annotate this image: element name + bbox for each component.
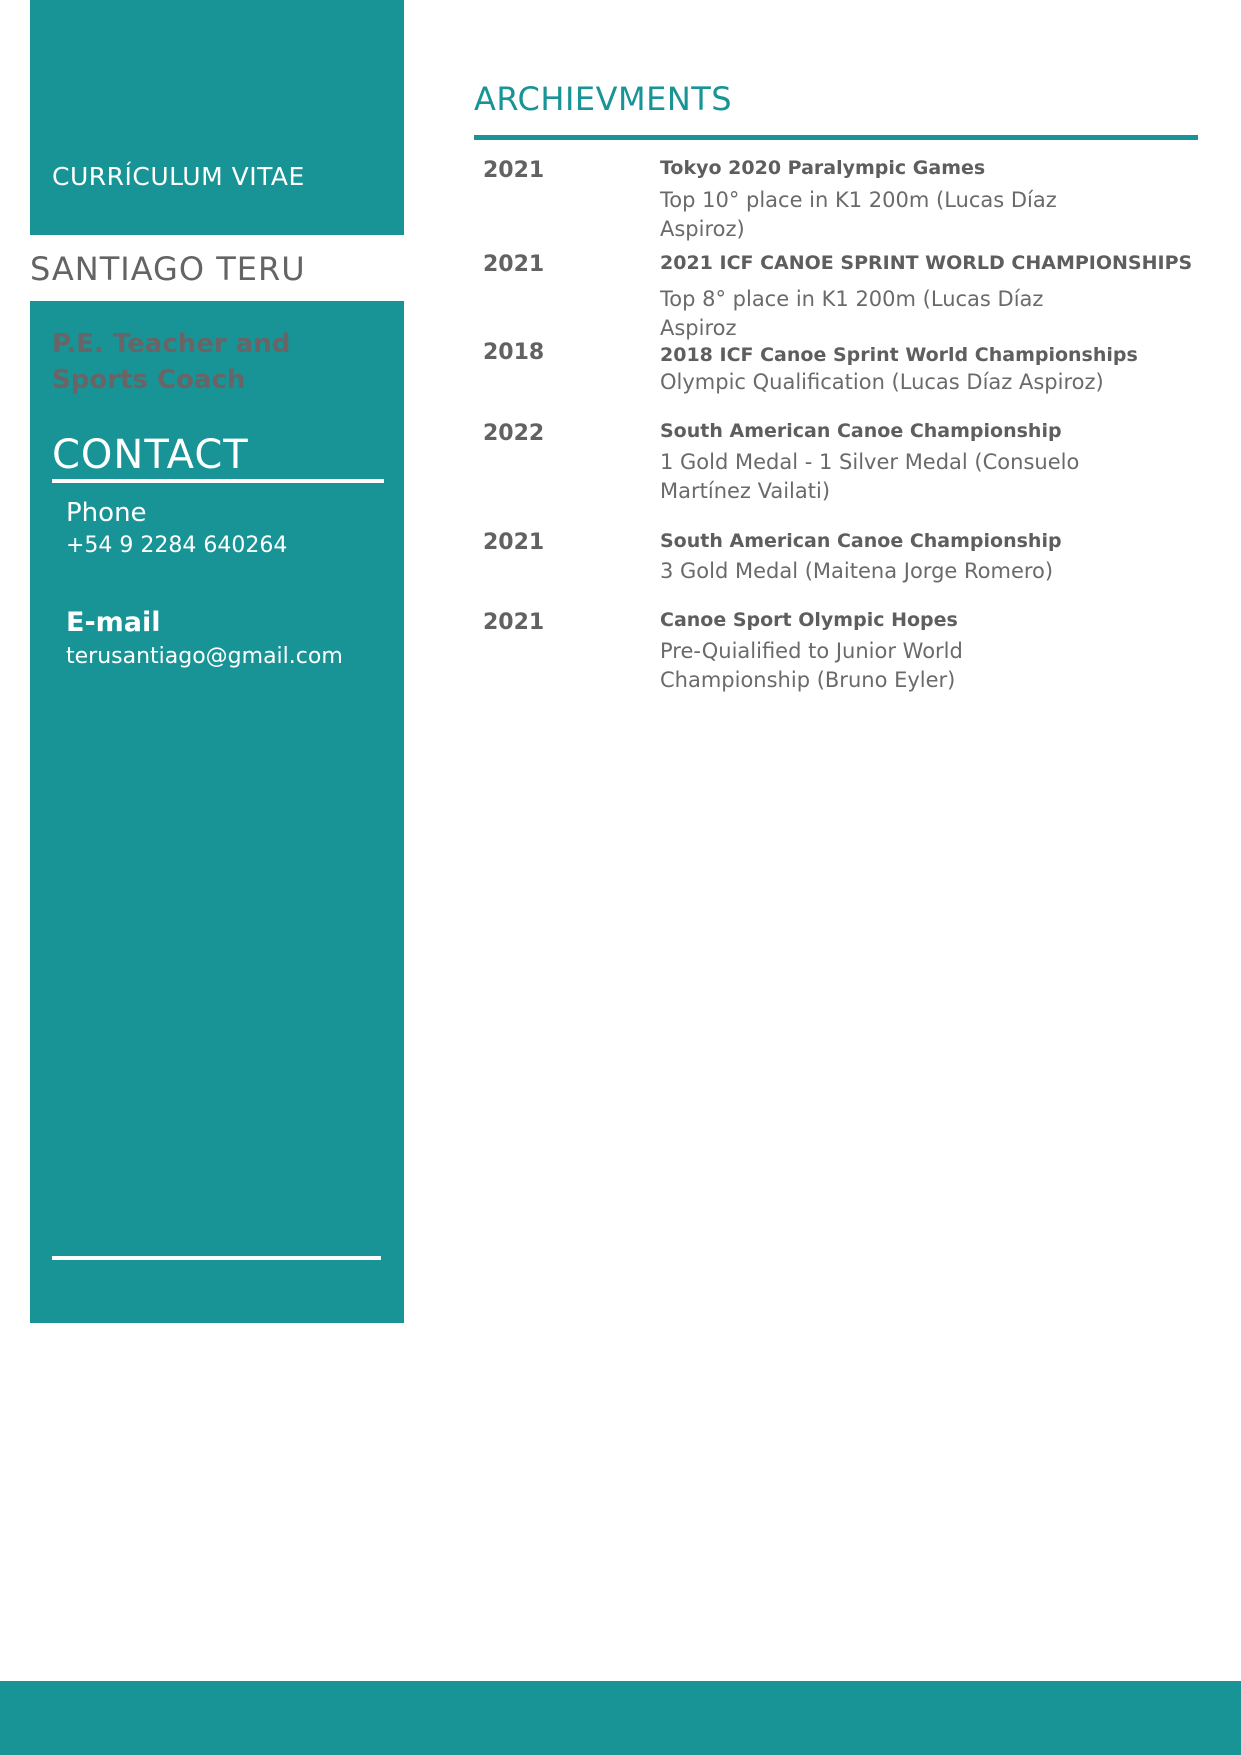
achievement-detail: Pre-Quialified to Junior World Championship (Bruno Eyler) xyxy=(660,639,963,692)
achievements-heading: ARCHIEVMENTS xyxy=(474,80,733,118)
email-label: E-mail xyxy=(66,607,161,638)
achievement-title: 2018 ICF Canoe Sprint World Championships xyxy=(660,344,1138,366)
sidebar-bottom-divider xyxy=(52,1256,381,1260)
cv-label: CURRÍCULUM VITAE xyxy=(52,162,305,191)
achievement-year: 2021 xyxy=(483,530,545,555)
footer-band xyxy=(0,1681,1241,1755)
phone-value: +54 9 2284 640264 xyxy=(66,533,288,558)
phone-label: Phone xyxy=(66,498,147,528)
contact-divider xyxy=(52,479,384,483)
achievement-year: 2018 xyxy=(483,340,545,365)
achievement-detail: 1 Gold Medal - 1 Silver Medal (Consuelo Martínez Vailati) xyxy=(660,450,1080,503)
achievement-detail: 3 Gold Medal (Maitena Jorge Romero) xyxy=(660,559,1054,583)
achievement-detail: Olympic Qualification (Lucas Díaz Aspiroz) xyxy=(660,370,1104,394)
achievement-title: Tokyo 2020 Paralympic Games xyxy=(660,157,986,179)
achievements-divider xyxy=(474,135,1198,140)
achievement-year: 2021 xyxy=(483,252,545,277)
achievement-year: 2021 xyxy=(483,158,545,183)
achievement-year: 2021 xyxy=(483,610,545,635)
contact-heading: CONTACT xyxy=(52,432,249,478)
achievement-title: 2021 ICF CANOE SPRINT WORLD CHAMPIONSHIPS xyxy=(660,252,1193,274)
email-value: terusantiago@gmail.com xyxy=(66,644,343,669)
achievement-title: Canoe Sport Olympic Hopes xyxy=(660,609,958,631)
achievement-title: South American Canoe Championship xyxy=(660,530,1062,552)
person-name: SANTIAGO TERU xyxy=(30,250,306,288)
achievement-title: South American Canoe Championship xyxy=(660,420,1062,442)
achievement-detail: Top 10° place in K1 200m (Lucas Díaz Aspiroz) xyxy=(660,188,1057,241)
sidebar-header-panel xyxy=(30,0,404,235)
achievement-detail: Top 8° place in K1 200m (Lucas Díaz Aspiroz xyxy=(660,287,1044,340)
job-title: P.E. Teacher and Sports Coach xyxy=(52,329,291,395)
achievement-year: 2022 xyxy=(483,421,545,446)
